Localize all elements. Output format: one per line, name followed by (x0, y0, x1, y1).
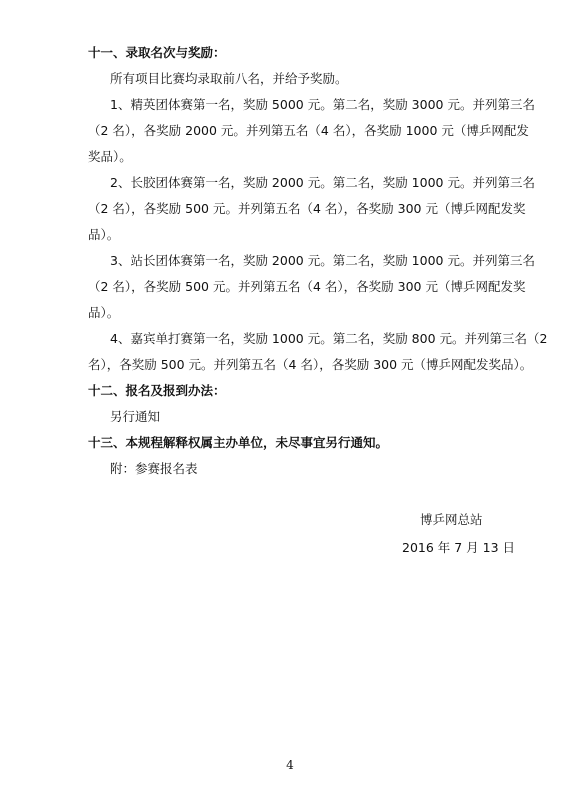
prize-item-4-line-1: 4、嘉宾单打赛第一名，奖励 1000 元。第二名，奖励 800 元。并列第三名（2 (110, 331, 548, 346)
prize-item-4-line-2: 名），各奖励 500 元。并列第五名（4 名），各奖励 300 元（博乒网配发奖品）。 (88, 357, 533, 372)
section-12-heading: 十二、报名及报到办法： (88, 383, 226, 398)
page-number: 4 (286, 758, 294, 772)
section-11-heading: 十一、录取名次与奖励： (88, 45, 226, 60)
prize-item-1-line-1: 1、精英团体赛第一名，奖励 5000 元。第二名，奖励 3000 元。并列第三名 (110, 97, 535, 112)
prize-item-1-line-2: （2 名），各奖励 2000 元。并列第五名（4 名），各奖励 1000 元（博乒网配发 (88, 123, 529, 138)
prize-item-3-line-1: 3、站长团体赛第一名，奖励 2000 元。第二名，奖励 1000 元。并列第三名 (110, 253, 535, 268)
signature-org: 博乒网总站 (420, 512, 483, 527)
prize-item-2-line-3: 品）。 (88, 227, 120, 242)
prize-item-3-line-3: 品）。 (88, 305, 120, 320)
prize-item-2-line-1: 2、长胶团体赛第一名，奖励 2000 元。第二名，奖励 1000 元。并列第三名 (110, 175, 535, 190)
section-11-intro: 所有项目比赛均录取前八名，并给予奖励。 (110, 71, 348, 86)
signature-date: 2016 年 7 月 13 日 (402, 540, 516, 555)
section-11 (88, 40, 548, 482)
section-12-body: 另行通知 (110, 409, 161, 424)
prize-item-2-line-2: （2 名），各奖励 500 元。并列第五名（4 名），各奖励 300 元（博乒网配发奖 (88, 201, 526, 216)
section-13-heading: 十三、本规程解释权属主办单位，未尽事宜另行通知。 (88, 435, 389, 450)
prize-item-3-line-2: （2 名），各奖励 500 元。并列第五名（4 名），各奖励 300 元（博乒网配发奖 (88, 279, 526, 294)
prize-item-1-line-3: 奖品）。 (88, 149, 132, 164)
attachment-note: 附：参赛报名表 (110, 461, 198, 476)
